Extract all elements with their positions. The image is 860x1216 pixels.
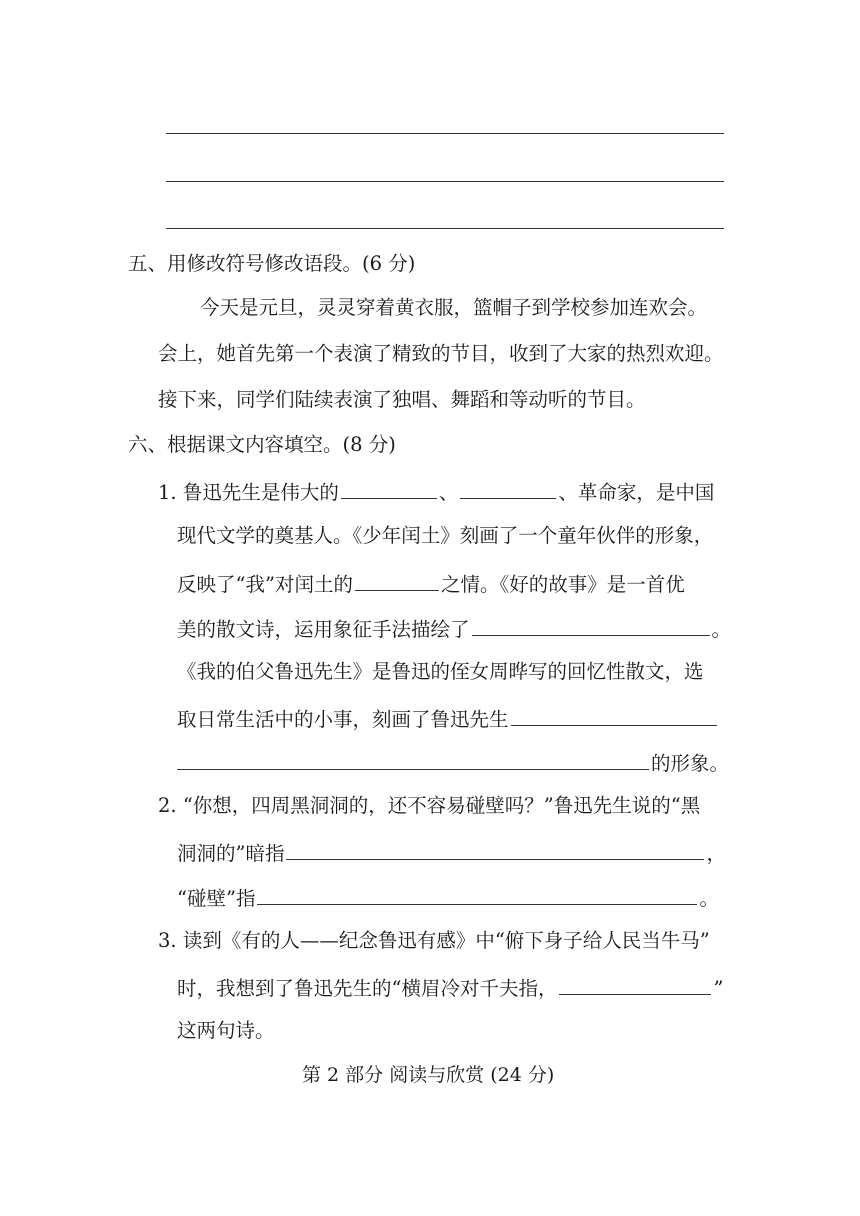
q1-text-7b: 的形象。: [651, 752, 730, 775]
q1-line-7: [177, 749, 729, 776]
q1-text-1c: 、革命家，是中国: [558, 481, 715, 504]
q3-line-2: [177, 974, 723, 1001]
q2-text-3b: 。: [699, 887, 719, 910]
q1-line-4: [177, 615, 731, 642]
q3-line-1: [158, 929, 710, 953]
q1-line-2: 现代文学的奠基人。《少年闰土》刻画了一个童年伙伴的形象，: [177, 524, 714, 547]
q3-line-3: 这两句诗。: [177, 1019, 275, 1042]
q3-blank-1[interactable]: [559, 974, 711, 995]
q1-line-6: [177, 705, 719, 732]
section-5-paragraph-line-1: 今天是元旦，灵灵穿着黄衣服，篮帽子到学校参加连欢会。: [200, 296, 708, 319]
section-5-paragraph-line-2: 会上，她首先第一个表演了精致的节目，收到了大家的热烈欢迎。: [158, 342, 724, 365]
q2-line-1: [158, 794, 700, 818]
q2-text-2b: ，: [706, 842, 726, 865]
q1-text-6a: 取日常生活中的小事，刻画了鲁迅先生: [177, 708, 509, 731]
q1-blank-6[interactable]: [177, 749, 649, 770]
q2-blank-1[interactable]: [286, 839, 704, 860]
part-2-heading: 第 2 部分 阅读与欣赏 (24 分): [302, 1064, 555, 1086]
q1-blank-5[interactable]: [511, 705, 717, 726]
q2-line-2: [177, 839, 726, 866]
q2-text-2a: 洞洞的”暗指: [177, 842, 285, 865]
section-5-heading: 五、用修改符号修改语段。(6 分): [128, 252, 416, 275]
q1-blank-3[interactable]: [355, 570, 439, 591]
q1-text-4b: 。: [711, 618, 732, 641]
answer-line-3[interactable]: [166, 228, 724, 229]
section-6-heading: 六、根据课文内容填空。(8 分): [128, 433, 396, 456]
q1-text-3a: 反映了“我”对闰土的: [177, 573, 353, 596]
q1-text-3b: 之情。《好的故事》是一首优: [440, 573, 685, 596]
answer-line-1[interactable]: [166, 133, 724, 134]
q1-line-3: [177, 570, 685, 597]
q2-text-1: “你想，四周黑洞洞的，还不容易碰壁吗？”鲁迅先生说的“黑: [182, 794, 701, 817]
q1-blank-2[interactable]: [460, 478, 556, 499]
q3-text-2a: 时，我想到了鲁迅先生的“横眉冷对千夫指，: [177, 977, 558, 1000]
q3-number: 3.: [158, 929, 177, 952]
answer-line-2[interactable]: [166, 181, 724, 182]
q1-blank-1[interactable]: [341, 478, 437, 499]
q1-text-1a: 鲁迅先生是伟大的: [182, 481, 339, 504]
q2-number: 2.: [158, 794, 177, 817]
q1-text-1b: 、: [438, 481, 459, 504]
q1-blank-4[interactable]: [472, 615, 710, 636]
q1-number: 1.: [158, 481, 177, 504]
section-5-paragraph-line-3: 接下来，同学们陆续表演了独唱、舞蹈和等动听的节目。: [158, 388, 646, 411]
q2-blank-2[interactable]: [257, 884, 697, 905]
q3-text-1: 读到《有的人——纪念鲁迅有感》中“俯下身子给人民当牛马”: [182, 929, 710, 952]
q1-line-5: 《我的伯父鲁迅先生》是鲁迅的侄女周晔写的回忆性散文，选: [177, 660, 704, 683]
q1-line-1: [158, 478, 714, 505]
q1-text-4a: 美的散文诗，运用象征手法描绘了: [177, 618, 470, 641]
q2-line-3: [177, 884, 719, 911]
q3-text-2b: ”: [713, 977, 724, 1000]
q2-text-3a: “碰壁”指: [177, 887, 256, 910]
